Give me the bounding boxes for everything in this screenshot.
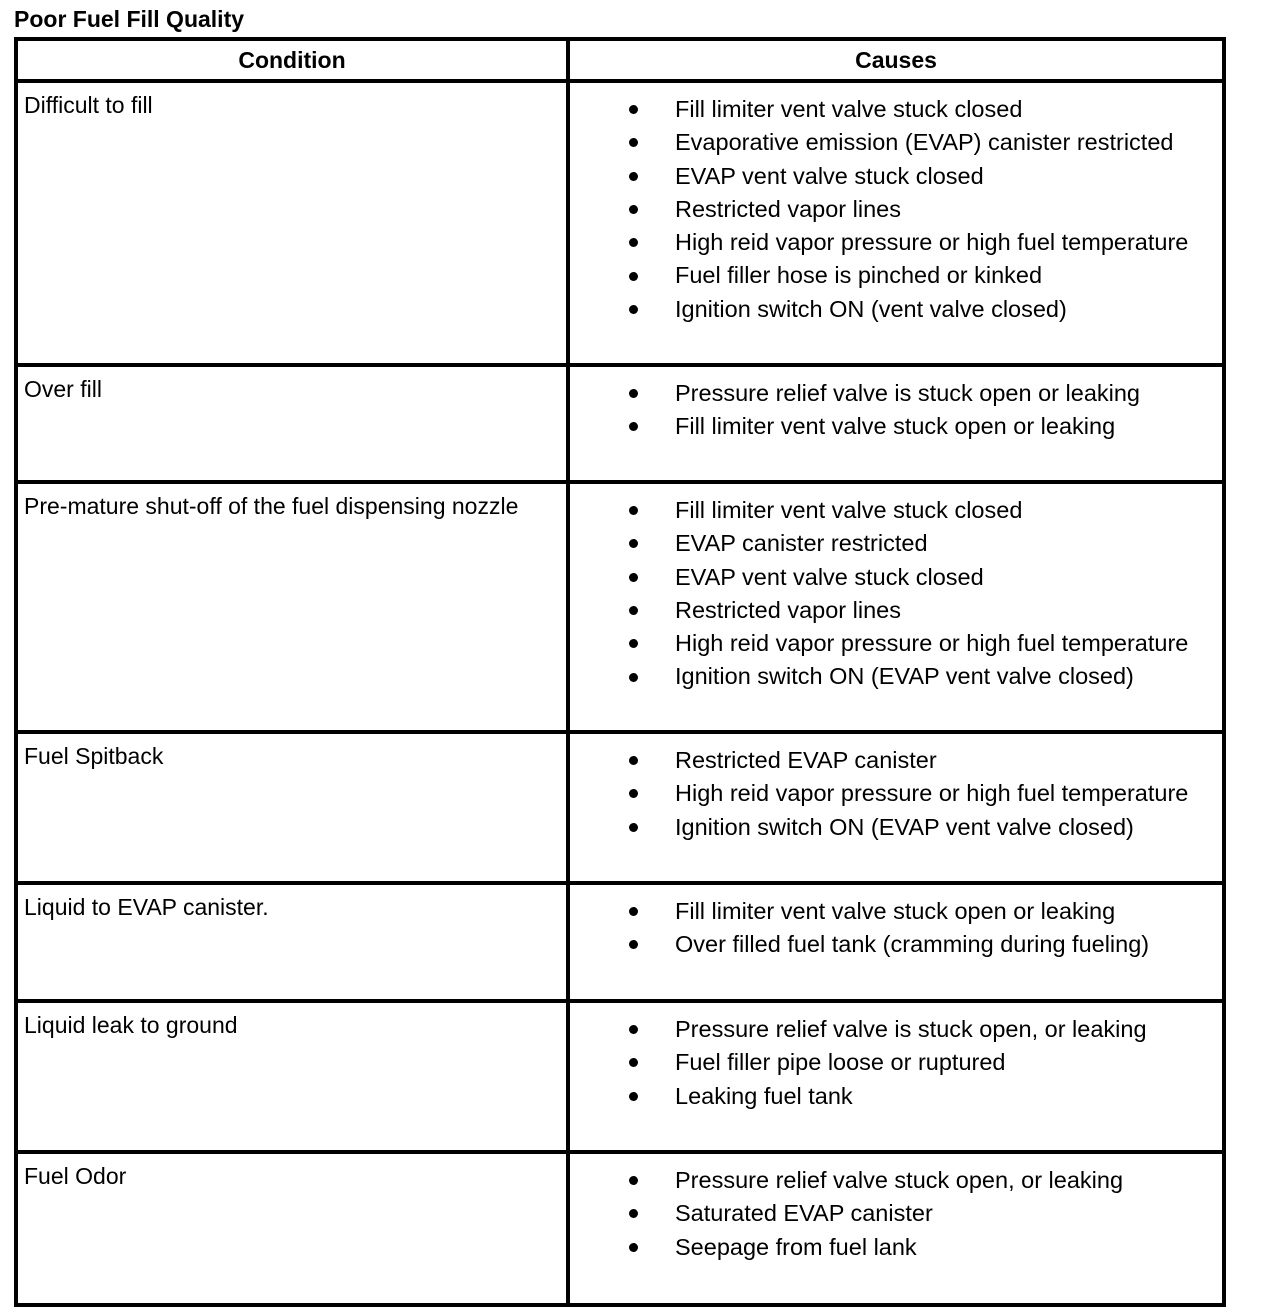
causes-cell xyxy=(570,734,1222,881)
causes-cell xyxy=(570,83,1222,363)
bullet-icon xyxy=(629,1197,639,1230)
cause-text: Pressure relief valve is stuck open, or leaking xyxy=(675,1016,1147,1042)
causes-list xyxy=(570,494,1222,694)
causes-cell xyxy=(570,1003,1222,1150)
causes-list xyxy=(570,895,1222,962)
bullet-icon xyxy=(629,895,639,928)
cause-text: Fill limiter vent valve stuck closed xyxy=(675,96,1023,122)
cause-text: EVAP vent valve stuck closed xyxy=(675,563,984,590)
bullet-icon xyxy=(629,744,639,777)
cause-text: EVAP vent valve stuck closed xyxy=(675,162,984,189)
bullet-icon xyxy=(629,126,639,159)
cause-text: Pressure relief valve stuck open, or leaking xyxy=(675,1167,1124,1193)
cause-text: Restricted vapor lines xyxy=(675,596,901,623)
condition-cell: Fuel Spitback xyxy=(24,743,164,769)
bullet-icon xyxy=(629,928,639,961)
condition-cell: Pre-mature shut-off of the fuel dispensing nozzle xyxy=(24,493,519,519)
causes-list xyxy=(570,377,1222,444)
bullet-icon xyxy=(629,494,639,527)
causes-cell xyxy=(570,367,1222,480)
cause-text: Saturated EVAP canister xyxy=(675,1200,933,1227)
bullet-icon xyxy=(629,377,639,410)
bullet-icon xyxy=(629,1164,639,1197)
bullet-icon xyxy=(629,811,639,844)
cause-text: Ignition switch ON (EVAP vent valve closed) xyxy=(675,813,1134,840)
cause-item xyxy=(570,811,1222,844)
cause-item xyxy=(570,744,1222,777)
condition-cell: Liquid leak to ground xyxy=(24,1012,238,1038)
cause-item xyxy=(570,1013,1222,1046)
bullet-icon xyxy=(629,1046,639,1079)
cause-text: Restricted vapor lines xyxy=(675,195,901,222)
causes-list xyxy=(570,93,1222,326)
causes-cell xyxy=(570,885,1222,999)
causes-column-header: Causes xyxy=(855,46,937,73)
bullet-icon xyxy=(629,594,639,627)
bullet-icon xyxy=(629,627,639,660)
cause-text: High reid vapor pressure or high fuel temperature xyxy=(675,630,1189,657)
condition-cell: Liquid to EVAP canister. xyxy=(24,894,269,920)
fuel-fill-table xyxy=(14,37,1226,1307)
cause-item xyxy=(570,377,1222,410)
cause-item xyxy=(570,660,1222,693)
cause-text: Fill limiter vent valve stuck open or leaking xyxy=(675,898,1116,924)
cause-item xyxy=(570,895,1222,928)
bullet-icon xyxy=(629,259,639,292)
cause-item xyxy=(570,561,1222,594)
cause-item xyxy=(570,160,1222,193)
cause-item xyxy=(570,1231,1222,1264)
causes-list xyxy=(570,744,1222,844)
cause-text: Leaking fuel tank xyxy=(675,1082,853,1109)
cause-text: Pressure relief valve is stuck open or leaking xyxy=(675,380,1140,406)
cause-item xyxy=(570,259,1222,292)
condition-column-header: Condition xyxy=(238,46,346,73)
cause-item xyxy=(570,594,1222,627)
causes-cell xyxy=(570,1154,1222,1303)
cause-text: High reid vapor pressure or high fuel temperature xyxy=(675,780,1189,807)
causes-list xyxy=(570,1164,1222,1264)
bullet-icon xyxy=(629,561,639,594)
bullet-icon xyxy=(629,93,639,126)
cause-text: Fill limiter vent valve stuck closed xyxy=(675,497,1023,523)
cause-item xyxy=(570,627,1222,660)
cause-item xyxy=(570,226,1222,259)
bullet-icon xyxy=(629,226,639,259)
cause-text: Over filled fuel tank (cramming during fueling) xyxy=(675,931,1150,958)
cause-item xyxy=(570,1197,1222,1230)
condition-cell: Fuel Odor xyxy=(24,1163,127,1189)
bullet-icon xyxy=(629,1231,639,1264)
cause-text: EVAP canister restricted xyxy=(675,530,928,557)
cause-text: Ignition switch ON (EVAP vent valve closed) xyxy=(675,663,1134,690)
cause-item xyxy=(570,293,1222,326)
cause-text: Fuel filler pipe loose or ruptured xyxy=(675,1049,1006,1076)
cause-text: Ignition switch ON (vent valve closed) xyxy=(675,295,1067,322)
cause-item xyxy=(570,928,1222,961)
bullet-icon xyxy=(629,1080,639,1113)
bullet-icon xyxy=(629,777,639,810)
cause-item xyxy=(570,1080,1222,1113)
cause-item xyxy=(570,410,1222,443)
bullet-icon xyxy=(629,293,639,326)
cause-item xyxy=(570,93,1222,126)
bullet-icon xyxy=(629,193,639,226)
bullet-icon xyxy=(629,527,639,560)
cause-item xyxy=(570,1046,1222,1079)
cause-text: Evaporative emission (EVAP) canister restricted xyxy=(675,129,1174,156)
bullet-icon xyxy=(629,660,639,693)
causes-list xyxy=(570,1013,1222,1113)
cause-item xyxy=(570,494,1222,527)
cause-text: High reid vapor pressure or high fuel temperature xyxy=(675,229,1189,256)
cause-item xyxy=(570,1164,1222,1197)
cause-text: Restricted EVAP canister xyxy=(675,747,937,773)
condition-cell: Over fill xyxy=(24,376,102,402)
cause-item xyxy=(570,777,1222,810)
cause-text: Fill limiter vent valve stuck open or leaking xyxy=(675,413,1116,440)
page-title: Poor Fuel Fill Quality xyxy=(14,6,245,32)
causes-cell xyxy=(570,484,1222,730)
cause-item xyxy=(570,126,1222,159)
cause-text: Fuel filler hose is pinched or kinked xyxy=(675,262,1043,289)
bullet-icon xyxy=(629,160,639,193)
cause-item xyxy=(570,527,1222,560)
cause-item xyxy=(570,193,1222,226)
condition-cell: Difficult to fill xyxy=(24,92,153,118)
bullet-icon xyxy=(629,1013,639,1046)
bullet-icon xyxy=(629,410,639,443)
cause-text: Seepage from fuel lank xyxy=(675,1233,917,1260)
